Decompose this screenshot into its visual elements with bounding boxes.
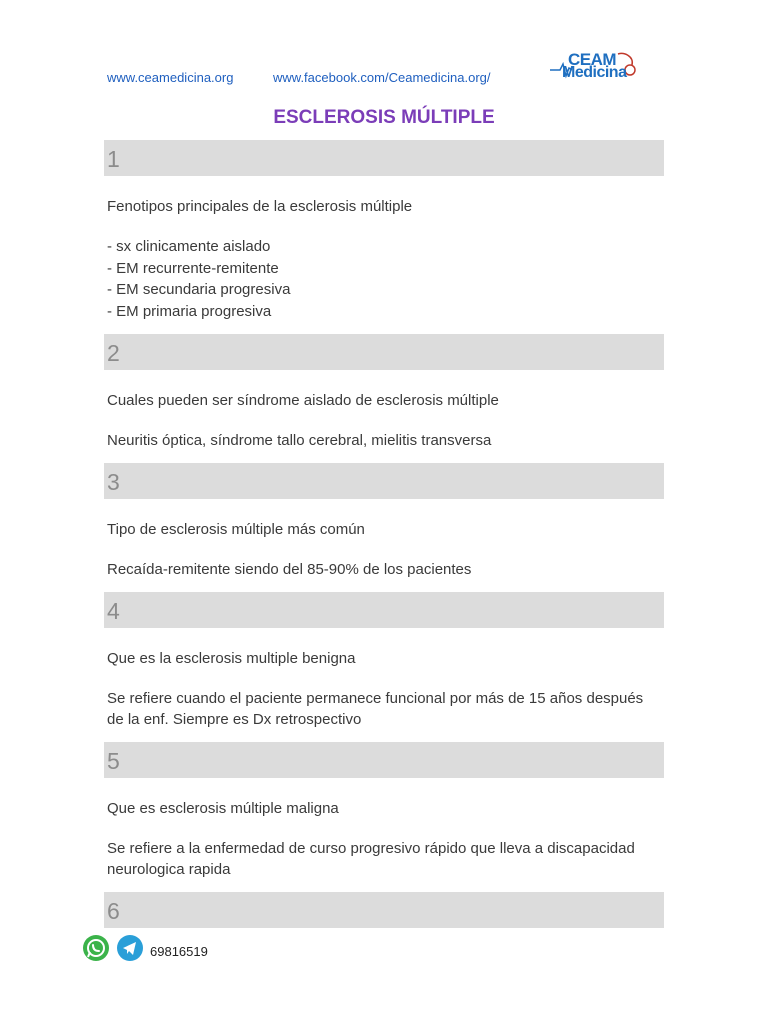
card-number: 5 (104, 742, 664, 778)
answer-item: - sx clinicamente aislado (107, 238, 271, 255)
card-number: 6 (104, 892, 664, 928)
card-question: Cuales pueden ser síndrome aislado de esclerosis múltiple (107, 392, 499, 409)
answer-item: - EM recurrente-remitente (107, 259, 279, 277)
card-number: 2 (104, 334, 664, 370)
card-answer: Se refiere a la enfermedad de curso progresivo rápido que lleva a discapacidad neurologica rapida (107, 840, 635, 878)
logo-text-medicina: Medicina (562, 64, 627, 81)
phone-number: 69816519 (150, 944, 208, 959)
ceam-medicina-logo (548, 48, 648, 88)
facebook-link[interactable]: www.facebook.com/Ceamedicina.org/ (273, 70, 491, 85)
page-header (0, 0, 768, 100)
page-footer (80, 934, 380, 966)
card-number: 1 (104, 140, 664, 176)
flashcard-list (104, 140, 664, 928)
website-link[interactable]: www.ceamedicina.org (107, 70, 234, 85)
telegram-icon[interactable] (116, 934, 144, 962)
card-question: Fenotipos principales de la esclerosis múltiple (107, 198, 413, 215)
logo-text-ceam: CEAM (568, 50, 617, 69)
flashcard-6 (104, 892, 664, 928)
card-number: 4 (104, 592, 664, 628)
answer-item: - EM secundaria progresiva (107, 281, 291, 298)
flashcard-3 (104, 463, 664, 592)
card-answer: Recaída-remitente siendo del 85-90% de los pacientes (107, 561, 472, 578)
card-answer: Neuritis óptica, síndrome tallo cerebral, mielitis transversa (107, 432, 492, 449)
flashcard-5 (104, 742, 664, 892)
page-title: ESCLEROSIS MÚLTIPLE (273, 107, 495, 128)
whatsapp-icon[interactable] (82, 934, 110, 962)
card-question: Que es esclerosis múltiple maligna (107, 800, 339, 817)
card-number: 3 (104, 463, 664, 499)
flashcard-4 (104, 592, 664, 742)
flashcard-1 (104, 140, 664, 334)
card-answer-list (107, 236, 664, 322)
flashcard-2 (104, 334, 664, 463)
answer-item: - EM primaria progresiva (107, 302, 272, 320)
card-question: Que es la esclerosis multiple benigna (107, 650, 356, 667)
card-question: Tipo de esclerosis múltiple más común (107, 521, 365, 538)
card-answer: Se refiere cuando el paciente permanece funcional por más de 15 años después de la enf. Siempre es Dx retrospectivo (107, 690, 644, 728)
